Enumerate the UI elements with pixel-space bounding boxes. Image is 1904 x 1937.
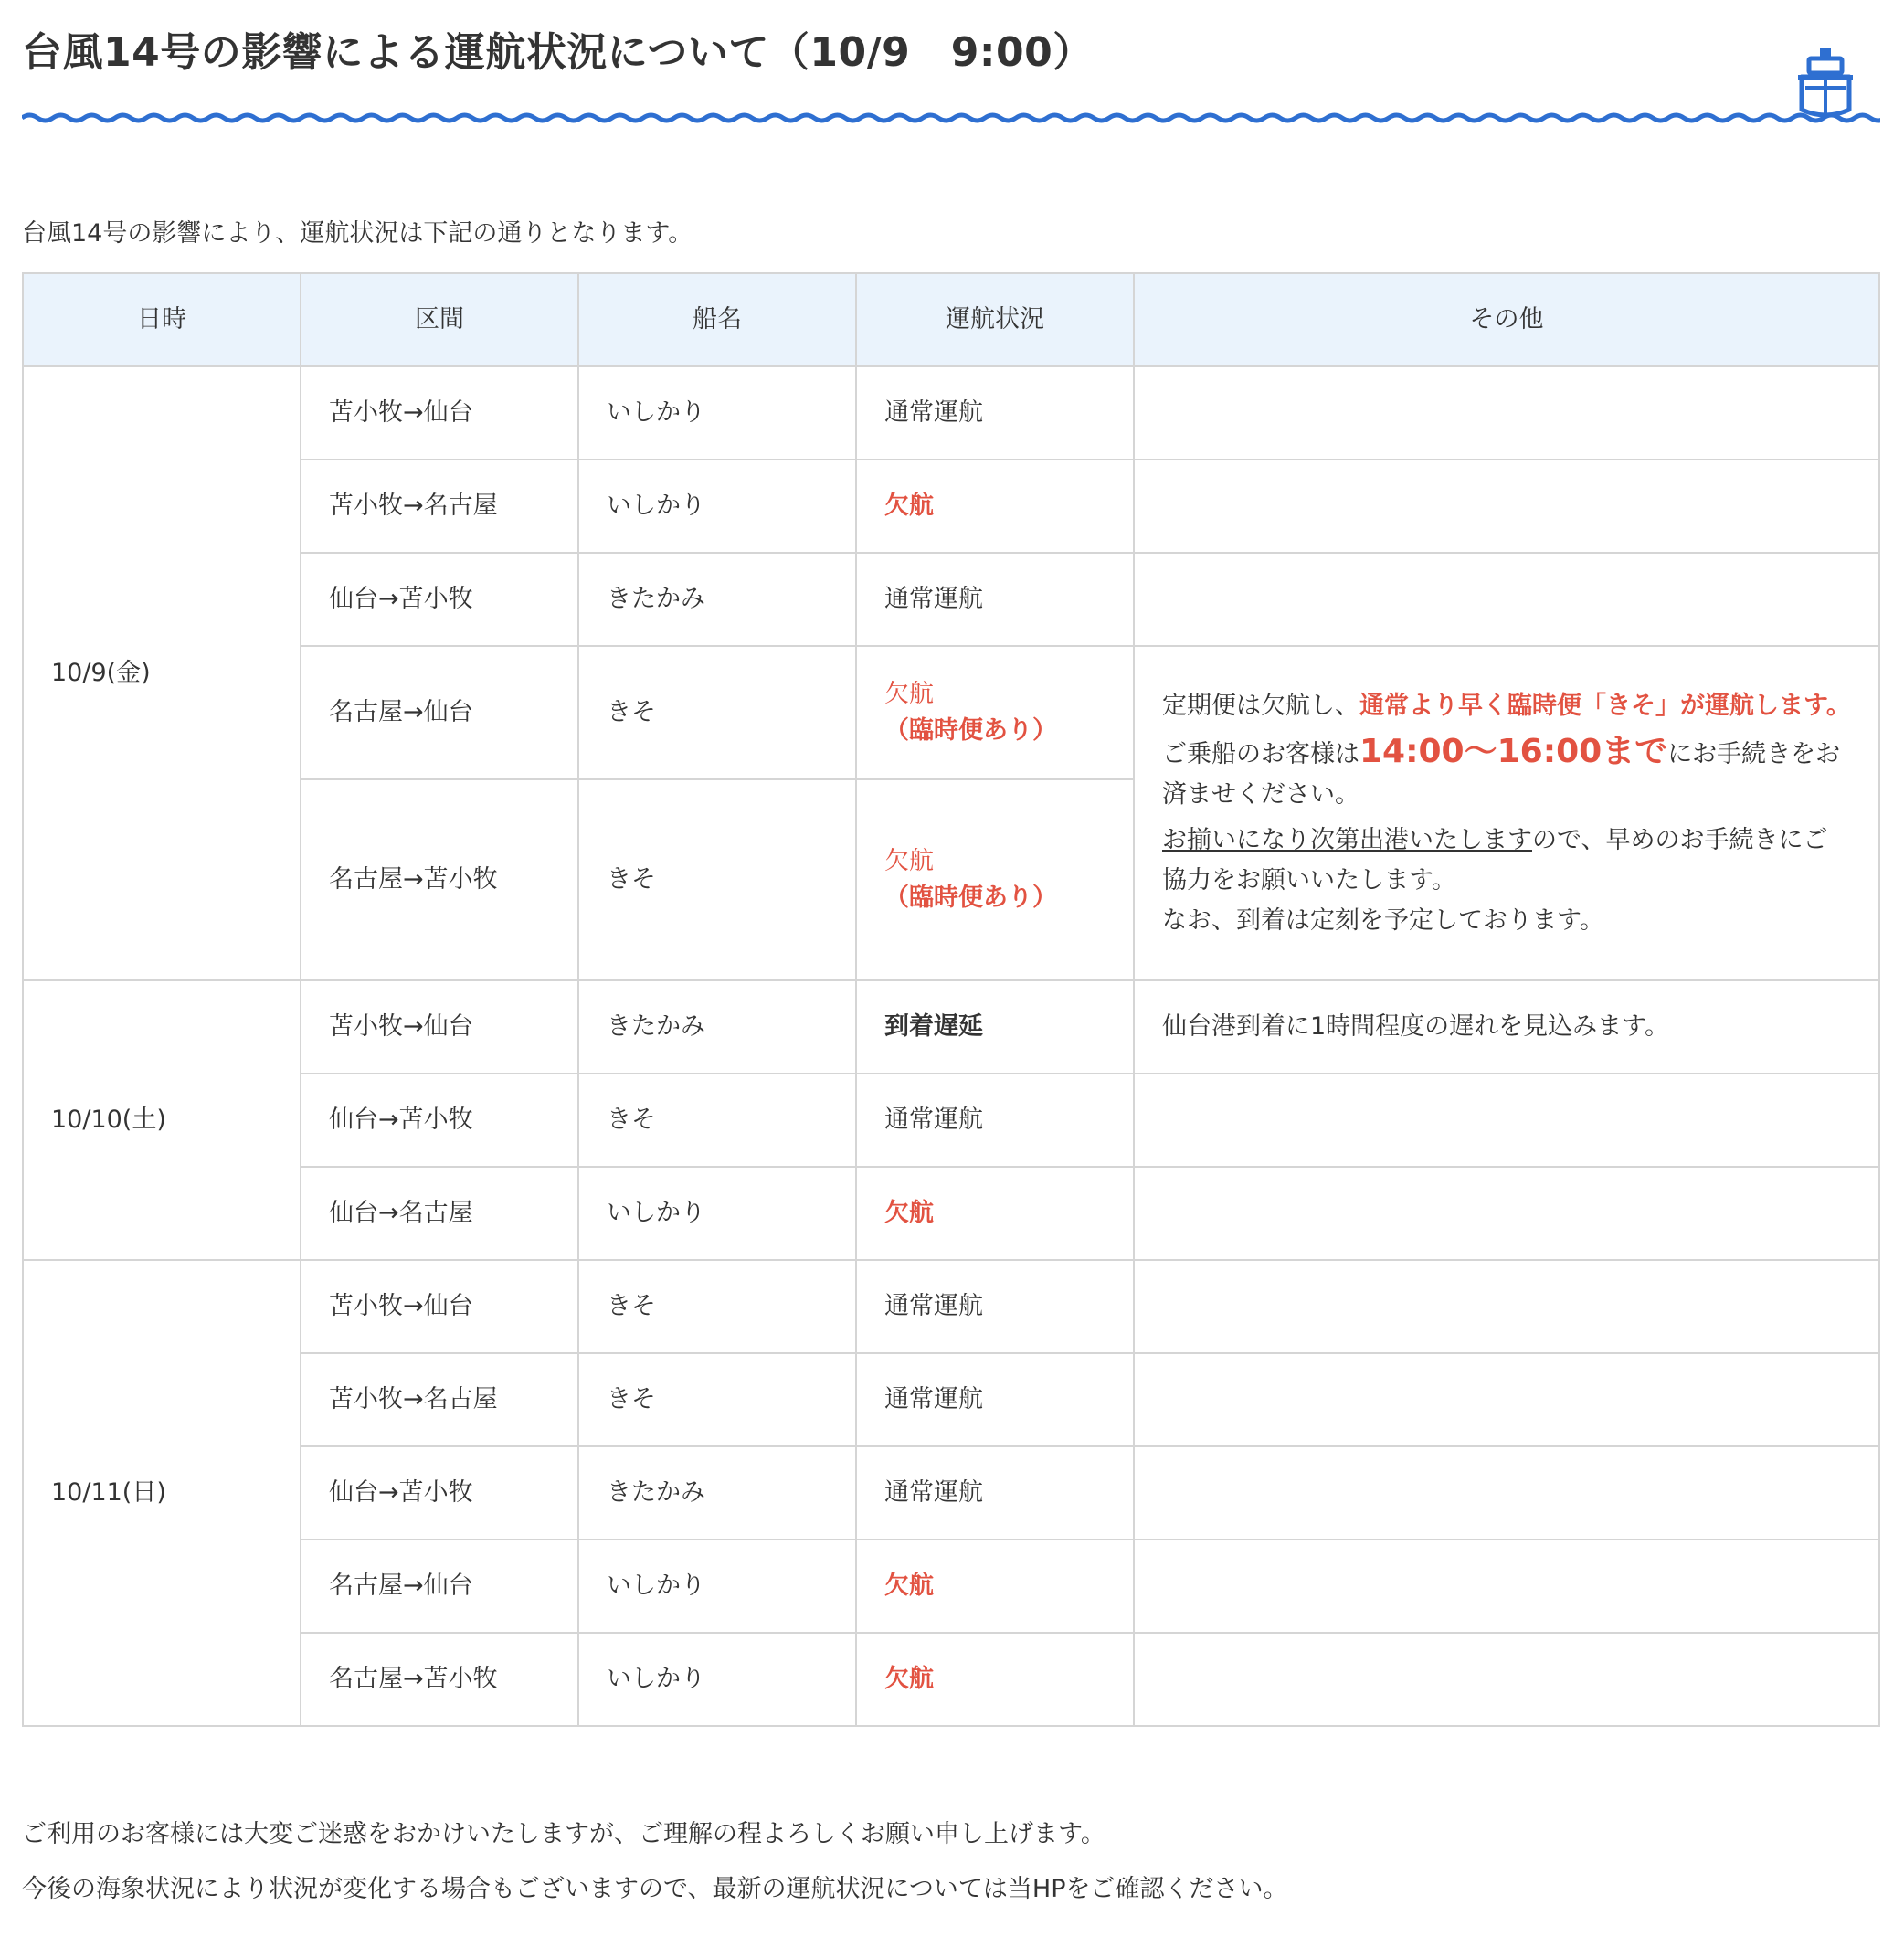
route-cell: 名古屋→仙台 <box>301 1540 578 1633</box>
col-header-date: 日時 <box>23 273 301 366</box>
table-row <box>23 366 1879 460</box>
note-paragraph <box>1162 732 1851 815</box>
status-table <box>22 272 1880 1727</box>
route-cell: 苫小牧→仙台 <box>301 366 578 460</box>
intro-text: 台風14号の影響により、運航状況は下記の通りとなります。 <box>22 219 693 248</box>
note-cell <box>1134 460 1879 553</box>
status-sub: （臨時便あり） <box>884 884 1057 912</box>
status-main: 欠航 <box>884 847 934 875</box>
note-cell <box>1134 1353 1879 1446</box>
col-header-route: 区間 <box>301 273 578 366</box>
status-cell: 到着遅延 <box>856 980 1134 1074</box>
wave-divider <box>22 104 1880 132</box>
status-cell: 通常運航 <box>856 1074 1134 1167</box>
date-cell: 10/11(日) <box>23 1260 301 1726</box>
footer-line: ご利用のお客様には大変ご迷惑をおかけいたしますが、ご理解の程よろしくお願い申し上げます。 <box>22 1820 1105 1848</box>
page-title: 台風14号の影響による運航状況について（10/9 9:00） <box>22 29 1094 76</box>
col-header-ship: 船名 <box>578 273 856 366</box>
status-cell <box>856 779 1134 980</box>
status-cell: 通常運航 <box>856 366 1134 460</box>
note-cell <box>1134 366 1879 460</box>
ship-cell: きたかみ <box>578 980 856 1074</box>
route-cell: 名古屋→苫小牧 <box>301 779 578 980</box>
status-cell: 通常運航 <box>856 1446 1134 1540</box>
ship-cell: きそ <box>578 1260 856 1353</box>
status-main: 欠航 <box>884 680 934 708</box>
table-row <box>23 1260 1879 1353</box>
footer-line: 今後の海象状況により状況が変化する場合もございますので、最新の運航状況については当HPをご確認ください。 <box>22 1875 1288 1903</box>
table-row <box>23 646 1879 779</box>
ship-cell: いしかり <box>578 1540 856 1633</box>
note-text: ので、早めのお手続きにご協力をお願いいたします。 <box>1162 825 1828 894</box>
table-row <box>23 460 1879 553</box>
note-cell <box>1134 1540 1879 1633</box>
route-cell: 苫小牧→仙台 <box>301 1260 578 1353</box>
ship-cell: きそ <box>578 646 856 779</box>
route-cell: 名古屋→仙台 <box>301 646 578 779</box>
route-cell: 仙台→苫小牧 <box>301 553 578 646</box>
status-cell: 欠航 <box>856 460 1134 553</box>
note-text: 定期便は欠航し、 <box>1162 691 1359 720</box>
note-cell <box>1134 1167 1879 1260</box>
table-row <box>23 1167 1879 1260</box>
ship-cell: きそ <box>578 779 856 980</box>
route-cell: 仙台→名古屋 <box>301 1167 578 1260</box>
table-header-row <box>23 273 1879 366</box>
special-note-cell <box>1134 646 1879 980</box>
table-row <box>23 980 1879 1074</box>
table-row <box>23 553 1879 646</box>
table-row <box>23 1353 1879 1446</box>
note-text: にお手続きをお済ませください。 <box>1162 739 1841 809</box>
ship-cell: きたかみ <box>578 1446 856 1540</box>
route-cell: 苫小牧→名古屋 <box>301 460 578 553</box>
status-cell: 欠航 <box>856 1167 1134 1260</box>
ship-cell: きたかみ <box>578 553 856 646</box>
route-cell: 仙台→苫小牧 <box>301 1074 578 1167</box>
status-cell: 通常運航 <box>856 1260 1134 1353</box>
status-cell: 欠航 <box>856 1633 1134 1726</box>
status-cell: 欠航 <box>856 1540 1134 1633</box>
route-cell: 苫小牧→仙台 <box>301 980 578 1074</box>
note-underlined: お揃いになり次第出港いたします <box>1162 825 1532 854</box>
status-cell: 通常運航 <box>856 1353 1134 1446</box>
note-cell <box>1134 1074 1879 1167</box>
ship-cell: いしかり <box>578 1167 856 1260</box>
note-cell: 仙台港到着に1時間程度の遅れを見込みます。 <box>1134 980 1879 1074</box>
note-cell <box>1134 1633 1879 1726</box>
table-row <box>23 1540 1879 1633</box>
table-row <box>23 1633 1879 1726</box>
route-cell: 仙台→苫小牧 <box>301 1446 578 1540</box>
table-row <box>23 1074 1879 1167</box>
note-cell <box>1134 1260 1879 1353</box>
note-paragraph <box>1162 686 1851 726</box>
ship-cell: きそ <box>578 1074 856 1167</box>
route-cell: 苫小牧→名古屋 <box>301 1353 578 1446</box>
date-cell: 10/9(金) <box>23 366 301 980</box>
ship-cell: いしかり <box>578 460 856 553</box>
status-sub: （臨時便あり） <box>884 716 1057 745</box>
note-cell <box>1134 1446 1879 1540</box>
ship-cell: いしかり <box>578 366 856 460</box>
note-text: なお、到着は定刻を予定しております。 <box>1162 905 1604 935</box>
col-header-other: その他 <box>1134 273 1879 366</box>
ship-cell: いしかり <box>578 1633 856 1726</box>
status-cell: 通常運航 <box>856 553 1134 646</box>
date-cell: 10/10(土) <box>23 980 301 1260</box>
note-text: ご乗船のお客様は <box>1162 739 1359 768</box>
table-row <box>23 1446 1879 1540</box>
note-cell <box>1134 553 1879 646</box>
ship-cell: きそ <box>578 1353 856 1446</box>
route-cell: 名古屋→苫小牧 <box>301 1633 578 1726</box>
note-time-window: 14:00〜16:00まで <box>1359 732 1668 770</box>
note-paragraph <box>1162 820 1851 941</box>
note-emphasis: 通常より早く臨時便「きそ」が運航します。 <box>1359 691 1851 720</box>
footer <box>22 1816 1288 1926</box>
status-cell <box>856 646 1134 779</box>
col-header-status: 運航状況 <box>856 273 1134 366</box>
